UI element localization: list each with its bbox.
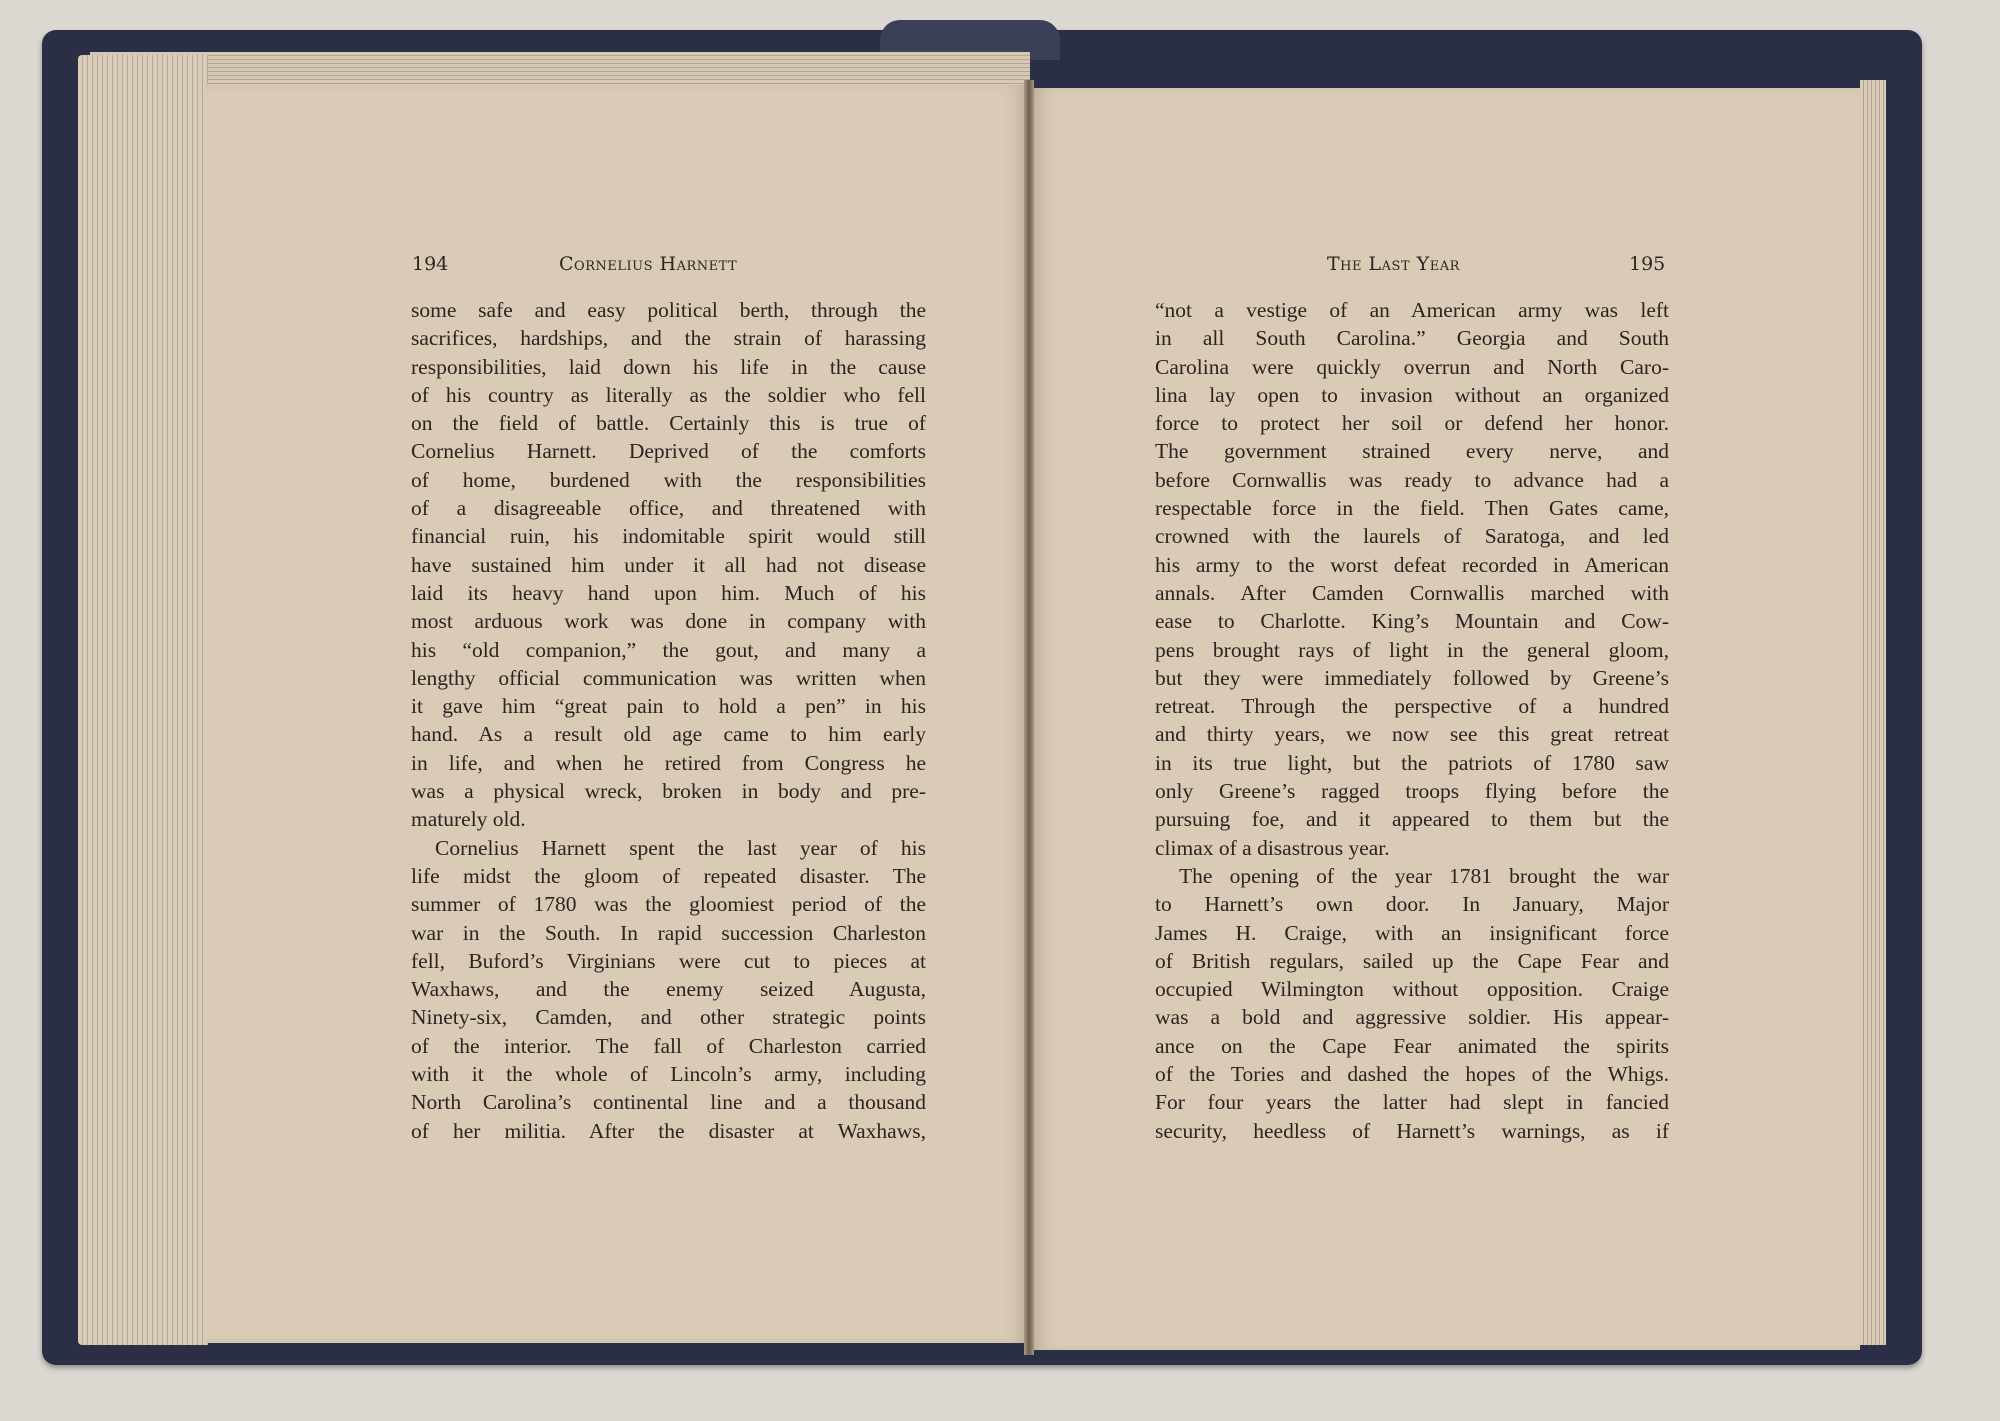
text-line: and thirty years, we now see this great retreat (1155, 722, 1669, 747)
text-line: The government strained every nerve, and (1155, 439, 1669, 464)
text-line: climax of a disastrous year. (1155, 835, 1390, 860)
text-line: in life, and when he retired from Congress he (411, 750, 926, 775)
text-line: hand. As a result old age came to him early (411, 722, 926, 747)
text-line: war in the South. In rapid succession Charleston (411, 920, 926, 945)
text-line: responsibilities, laid down his life in the cause (411, 354, 926, 379)
text-line: of a disagreeable office, and threatened with (411, 496, 926, 521)
text-line: respectable force in the field. Then Gates came, (1155, 496, 1669, 521)
right-page (1030, 88, 1860, 1350)
text-line: to Harnett’s own door. In January, Major (1155, 892, 1669, 917)
text-line: force to protect her soil or defend her honor. (1155, 411, 1669, 436)
text-line: his “old companion,” the gout, and many a (411, 637, 926, 662)
text-line: his army to the worst defeat recorded in American (1155, 552, 1669, 577)
text-line: Ninety-six, Camden, and other strategic points (411, 1005, 926, 1030)
left-page (205, 85, 1030, 1343)
text-line: retreat. Through the perspective of a hundred (1155, 694, 1669, 719)
left-page-body (411, 296, 926, 1145)
text-line: Waxhaws, and the enemy seized Augusta, (411, 977, 926, 1002)
text-line: sacrifices, hardships, and the strain of harassing (411, 326, 926, 351)
text-line: most arduous work was done in company with (411, 609, 926, 634)
text-line: with it the whole of Lincoln’s army, including (411, 1062, 926, 1087)
text-line: on the field of battle. Certainly this is true of (411, 411, 926, 436)
right-page-body (1155, 296, 1669, 1145)
text-line: it gave him “great pain to hold a pen” in his (411, 694, 926, 719)
text-line: The opening of the year 1781 brought the war (1179, 863, 1669, 888)
text-line: some safe and easy political berth, through the (411, 298, 926, 322)
text-line: maturely old. (411, 807, 526, 832)
text-line: Cornelius Harnett spent the last year of his (435, 835, 926, 860)
text-line: Cornelius Harnett. Deprived of the comforts (411, 439, 926, 464)
text-line: but they were immediately followed by Greene’s (1155, 665, 1669, 690)
text-line: ance on the Cape Fear animated the spirits (1155, 1033, 1669, 1058)
text-line: of home, burdened with the responsibilities (411, 467, 926, 492)
text-line: of his country as literally as the soldier who fell (411, 382, 926, 407)
text-line: occupied Wilmington without opposition. Craige (1155, 977, 1669, 1002)
text-line: before Cornwallis was ready to advance had a (1155, 467, 1669, 492)
text-line: only Greene’s ragged troops flying before the (1155, 779, 1669, 804)
text-line: “not a vestige of an American army was left (1155, 298, 1669, 322)
text-line: of her militia. After the disaster at Waxhaws, (411, 1118, 926, 1143)
right-page-number: 195 (1629, 253, 1666, 275)
text-line: Carolina were quickly overrun and North Caro- (1155, 354, 1669, 379)
text-line: have sustained him under it all had not disease (411, 552, 926, 577)
text-line: fell, Buford’s Virginians were cut to pieces at (411, 948, 926, 973)
left-page-number: 194 (412, 253, 449, 275)
text-line: in all South Carolina.” Georgia and South (1155, 326, 1669, 351)
text-line: life midst the gloom of repeated disaster. The (411, 863, 926, 888)
text-line: of British regulars, sailed up the Cape Fear and (1155, 948, 1669, 973)
text-line: summer of 1780 was the gloomiest period of the (411, 892, 926, 917)
text-line: annals. After Camden Cornwallis marched with (1155, 580, 1669, 605)
text-line: in its true light, but the patriots of 1780 saw (1155, 750, 1669, 775)
text-line: pursuing foe, and it appeared to them but the (1155, 807, 1669, 832)
text-line: ease to Charlotte. King’s Mountain and Cow- (1155, 609, 1669, 634)
text-line: lina lay open to invasion without an organized (1155, 382, 1669, 407)
text-line: was a bold and aggressive soldier. His appear- (1155, 1005, 1669, 1030)
text-line: lengthy official communication was written when (411, 665, 926, 690)
text-line: of the Tories and dashed the hopes of the Whigs. (1155, 1062, 1669, 1087)
text-line: crowned with the laurels of Saratoga, and led (1155, 524, 1669, 549)
text-line: financial ruin, his indomitable spirit would still (411, 524, 926, 549)
page-edges-left (78, 55, 208, 1345)
text-line: pens brought rays of light in the general gloom, (1155, 637, 1669, 662)
text-line: laid its heavy hand upon him. Much of his (411, 580, 926, 605)
book-gutter (1024, 80, 1034, 1355)
left-running-head: Cornelius Harnett (559, 253, 738, 275)
right-running-head: The Last Year (1327, 253, 1460, 275)
text-line: James H. Craige, with an insignificant force (1155, 920, 1669, 945)
text-line: was a physical wreck, broken in body and pre- (411, 779, 926, 804)
text-line: North Carolina’s continental line and a thousand (411, 1090, 926, 1115)
page-edges-right (1860, 80, 1886, 1345)
text-line: For four years the latter had slept in fancied (1155, 1090, 1669, 1115)
text-line: of the interior. The fall of Charleston carried (411, 1033, 926, 1058)
text-line: security, heedless of Harnett’s warnings, as if (1155, 1118, 1669, 1143)
